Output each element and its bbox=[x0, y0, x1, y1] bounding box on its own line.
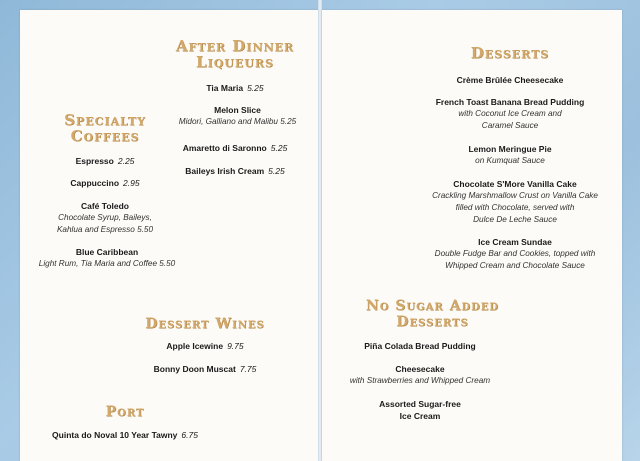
no-sugar-heading: No Sugar Added Desserts bbox=[365, 298, 500, 330]
menu-item-apple-icewine: Apple Icewine 9.75 bbox=[166, 341, 244, 351]
menu-item-baileys: Baileys Irish Cream 5.25 bbox=[185, 166, 285, 176]
menu-item-blue-caribbean: Blue Caribbean Light Rum, Tia Maria and Coffee 5.50 bbox=[38, 247, 176, 268]
menu-item-espresso: Espresso 2.25 bbox=[75, 156, 135, 166]
desserts-heading: Desserts bbox=[470, 44, 550, 62]
dessert-wines-heading: Dessert Wines bbox=[145, 316, 265, 332]
menu-item-sugar-free-ice-cream: Assorted Sugar-free Ice Cream bbox=[379, 399, 461, 421]
specialty-coffees-heading: Specialty Coffees bbox=[64, 111, 146, 145]
menu-item-melon-slice: Melon Slice Midori, Galliano and Malibu 5.25 bbox=[178, 105, 297, 126]
menu-item-pina-colada: Piña Colada Bread Pudding bbox=[364, 341, 476, 351]
menu-item-sundae: Ice Cream Sundae Double Fudge Bar and Cookies, topped with Whipped Cream and Chocolate Sauce bbox=[434, 237, 596, 270]
after-dinner-heading: After Dinner Liqueurs bbox=[175, 37, 295, 71]
menu-item-quinta: Quinta do Noval 10 Year Tawny 6.75 bbox=[52, 430, 198, 440]
menu-item-cafe-toledo: Café Toledo Chocolate Syrup, Baileys, Kahlua and Espresso 5.50 bbox=[56, 201, 154, 234]
menu-item-amaretto: Amaretto di Saronno 5.25 bbox=[182, 143, 288, 153]
menu-item-bonny-doon: Bonny Doon Muscat 7.75 bbox=[153, 364, 257, 374]
menu-item-smore-cake: Chocolate S'More Vanilla Cake Crackling Marshmallow Crust on Vanilla Cake filled with Chocolate, served with Dulce De Leche Sauce bbox=[432, 179, 598, 224]
menu-item-cheesecake: Cheesecake with Strawberries and Whipped Cream bbox=[349, 364, 491, 385]
menu-item-tia-maria: Tia Maria 5.25 bbox=[206, 83, 264, 93]
menu-item-creme-brulee: Crème Brûlée Cheesecake bbox=[456, 75, 564, 85]
menu-item-french-toast: French Toast Banana Bread Pudding with Coconut Ice Cream and Caramel Sauce bbox=[435, 97, 585, 130]
port-heading: Port bbox=[105, 404, 145, 420]
menu-item-cappuccino: Cappuccino 2.95 bbox=[70, 178, 140, 188]
menu-item-lemon-pie: Lemon Meringue Pie on Kumquat Sauce bbox=[468, 144, 552, 165]
